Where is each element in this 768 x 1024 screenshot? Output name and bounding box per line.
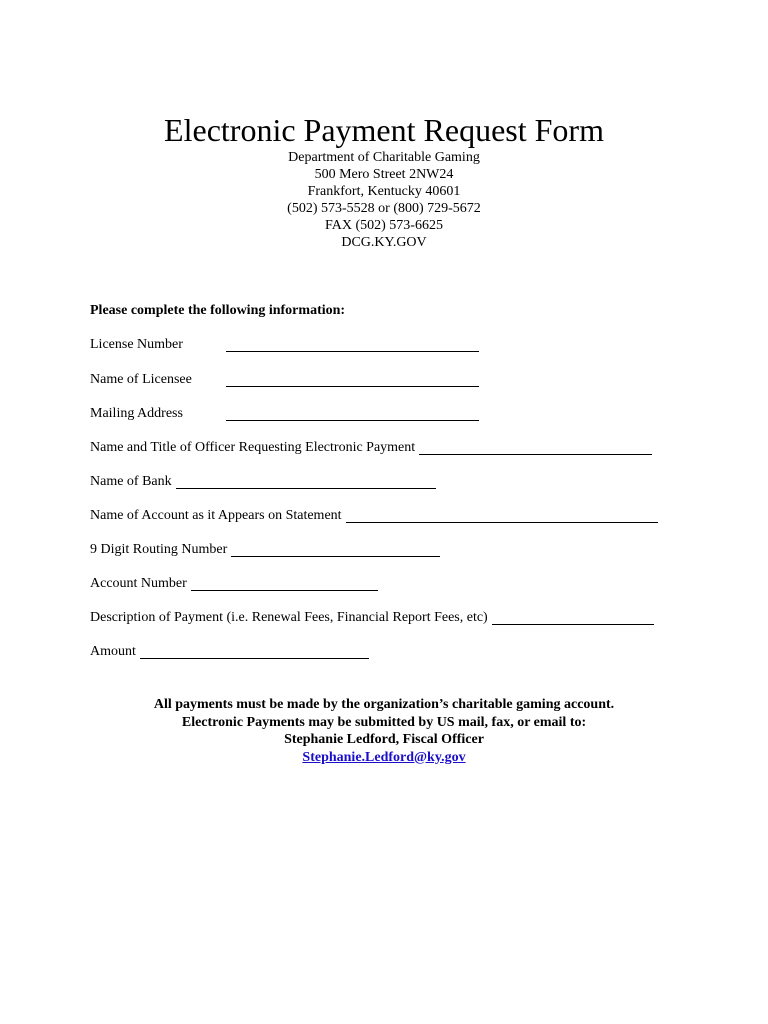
licensee-name-field[interactable] xyxy=(226,372,479,387)
officer-row xyxy=(90,439,652,457)
amount-field[interactable] xyxy=(140,644,369,659)
licensee-name-row xyxy=(90,371,479,389)
routing-number-row xyxy=(90,541,440,559)
officer-field[interactable] xyxy=(419,440,652,455)
submission-methods-note: Electronic Payments may be submitted by US mail, fax, or email to: xyxy=(181,714,587,730)
account-number-label: Account Number xyxy=(90,576,187,591)
payment-account-note: All payments must be made by the organization’s charitable gaming account. xyxy=(153,697,615,712)
account-number-row xyxy=(90,575,378,593)
license-number-label: License Number xyxy=(90,337,183,352)
department-address xyxy=(0,149,768,251)
instructions-heading: Please complete the following information: xyxy=(90,303,346,318)
street-address: 500 Mero Street 2NW24 xyxy=(314,167,454,182)
account-name-label: Name of Account as it Appears on Statement xyxy=(90,508,342,523)
city-state-zip: Frankfort, Kentucky 40601 xyxy=(307,184,461,199)
mailing-address-label: Mailing Address xyxy=(90,406,183,421)
routing-number-label: 9 Digit Routing Number xyxy=(90,542,228,557)
fax-number: FAX (502) 573-6625 xyxy=(325,218,443,233)
officer-label: Name and Title of Officer Requesting Electronic Payment xyxy=(90,440,416,455)
department-name: Department of Charitable Gaming xyxy=(288,150,480,165)
bank-name-row xyxy=(90,473,436,491)
bank-name-label: Name of Bank xyxy=(90,474,172,489)
fiscal-officer-name: Stephanie Ledford, Fiscal Officer xyxy=(284,732,484,747)
website: DCG.KY.GOV xyxy=(341,235,427,250)
phone-numbers: (502) 573-5528 or (800) 729-5672 xyxy=(287,201,481,216)
routing-number-field[interactable] xyxy=(231,542,440,557)
page-title: Electronic Payment Request Form xyxy=(164,112,604,148)
amount-row xyxy=(90,643,369,661)
mailing-address-row xyxy=(90,405,479,423)
payment-description-label: Description of Payment (i.e. Renewal Fees, Financial Report Fees, etc) xyxy=(90,610,488,625)
amount-label: Amount xyxy=(90,644,136,659)
account-name-field[interactable] xyxy=(346,508,658,523)
bank-name-field[interactable] xyxy=(176,474,436,489)
account-name-row xyxy=(90,507,658,525)
license-number-row xyxy=(90,336,479,354)
account-number-field[interactable] xyxy=(191,576,378,591)
payment-description-field[interactable] xyxy=(492,610,654,625)
payment-description-row xyxy=(90,609,654,627)
mailing-address-field[interactable] xyxy=(226,406,479,421)
fiscal-officer-email-link[interactable]: Stephanie.Ledford@ky.gov xyxy=(302,749,466,765)
submission-notice xyxy=(0,696,768,766)
licensee-name-label: Name of Licensee xyxy=(90,372,192,387)
license-number-field[interactable] xyxy=(226,337,479,352)
